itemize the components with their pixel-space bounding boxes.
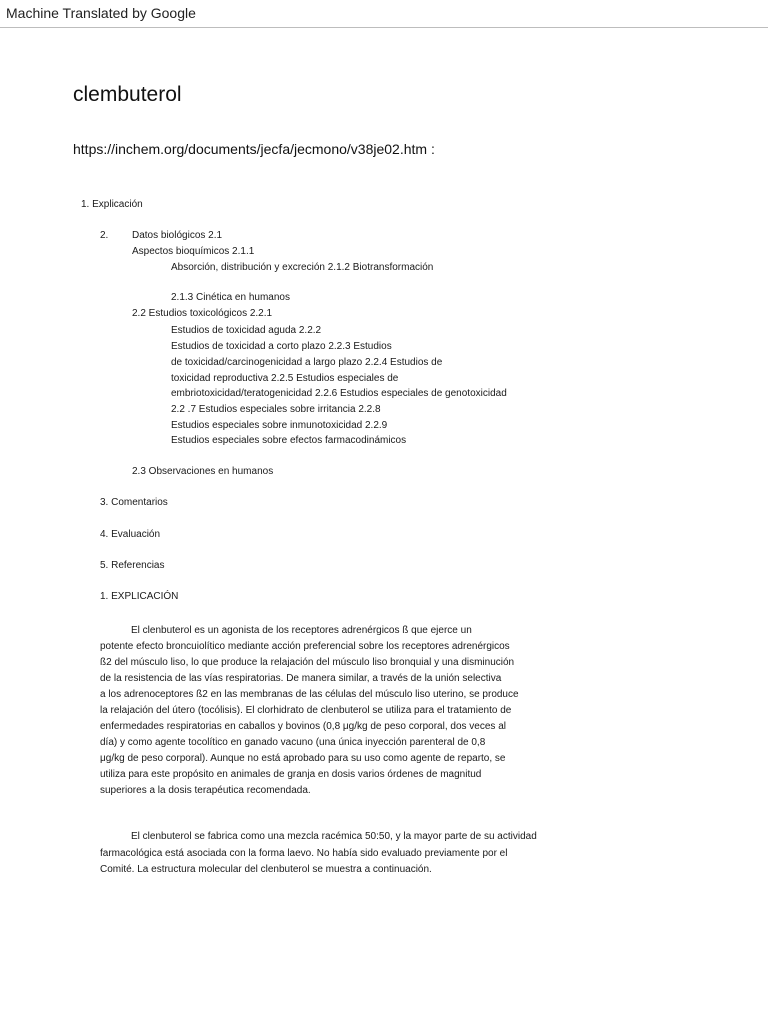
toc-tox-line: Estudios de toxicidad aguda 2.2.2 — [171, 325, 322, 336]
paragraph-1-line: a los adrenoceptores ß2 en las membranas de las células del músculo liso uterino, se produce — [100, 689, 519, 700]
toc-tox-line: Estudios especiales sobre inmunotoxicidad 2.2.9 — [171, 420, 388, 431]
paragraph-1-line: la relajación del útero (tocólisis). El clorhidrato de clenbuterol se utiliza para el tratamiento de — [100, 705, 512, 716]
paragraph-1-line: utiliza para este propósito en animales de granja en dosis varios órdenes de magnitud — [100, 769, 482, 780]
paragraph-1-line: de la resistencia de las vías respiratorias. De manera similar, a través de la unión selectiva — [100, 673, 502, 684]
paragraph-2-line: Comité. La estructura molecular del clenbuterol se muestra a continuación. — [100, 864, 432, 875]
toc-tox-line: Estudios de toxicidad a corto plazo 2.2.3 Estudios — [171, 341, 392, 352]
toc-item-absorcion: Absorción, distribución y excreción 2.1.2 Biotransformación — [171, 262, 434, 273]
toc-tox-line: 2.2 .7 Estudios especiales sobre irritancia 2.2.8 — [171, 404, 381, 415]
toc-tox-line: toxicidad reproductiva 2.2.5 Estudios especiales de — [171, 373, 399, 384]
paragraph-1-line: superiores a la dosis terapéutica recomendada. — [100, 785, 311, 796]
paragraph-1-line: potente efecto broncuiolítico mediante acción preferencial sobre los receptores adrenérgicos — [100, 641, 510, 652]
toc-item-referencias: 5. Referencias — [100, 560, 165, 571]
toc-item-cinetica: 2.1.3 Cinética en humanos — [171, 292, 290, 303]
paragraph-1-line: día) y como agente tocolítico en ganado vacuno (una única inyección parenteral de 0,8 — [100, 737, 486, 748]
paragraph-1-line: ß2 del músculo liso, lo que produce la relajación del músculo liso bronquial y una disminución — [100, 657, 515, 668]
toc-item-observaciones: 2.3 Observaciones en humanos — [132, 466, 274, 477]
source-url[interactable]: https://inchem.org/documents/jecfa/jecmono/v38je02.htm : — [73, 141, 435, 157]
toc-item-datos-biologicos: Datos biológicos 2.1 — [132, 230, 223, 241]
translation-banner — [0, 0, 768, 28]
banner-text: Machine Translated by Google — [6, 5, 196, 21]
section-heading: 1. EXPLICACIÓN — [100, 591, 179, 602]
toc-item-estudios-toxicologicos: 2.2 Estudios toxicológicos 2.2.1 — [132, 308, 273, 319]
toc-tox-line: embriotoxicidad/teratogenicidad 2.2.6 Estudios especiales de genotoxicidad — [171, 388, 507, 399]
toc-item-aspectos-bioquimicos: Aspectos bioquímicos 2.1.1 — [132, 246, 255, 257]
toc-item-explicacion: 1. Explicación — [81, 199, 143, 210]
toc-item-2-number: 2. — [100, 230, 109, 241]
toc-item-comentarios: 3. Comentarios — [100, 497, 168, 508]
document-title: clembuterol — [73, 83, 182, 106]
toc-tox-line: de toxicidad/carcinogenicidad a largo plazo 2.2.4 Estudios de — [171, 357, 443, 368]
paragraph-2-line: farmacológica está asociada con la forma laevo. No había sido evaluado previamente por el — [100, 848, 508, 859]
paragraph-1-line: enfermedades respiratorias en caballos y bovinos (0,8 μg/kg de peso corporal, dos veces al — [100, 721, 506, 732]
toc-item-evaluacion: 4. Evaluación — [100, 529, 161, 540]
paragraph-1-line: El clenbuterol es un agonista de los receptores adrenérgicos ß que ejerce un — [131, 625, 472, 636]
toc-tox-line: Estudios especiales sobre efectos farmacodinámicos — [171, 435, 407, 446]
paragraph-2-line: El clenbuterol se fabrica como una mezcla racémica 50:50, y la mayor parte de su actividad — [131, 831, 537, 842]
paragraph-1-line: μg/kg de peso corporal). Aunque no está aprobado para su uso como agente de reparto, se — [100, 753, 506, 764]
